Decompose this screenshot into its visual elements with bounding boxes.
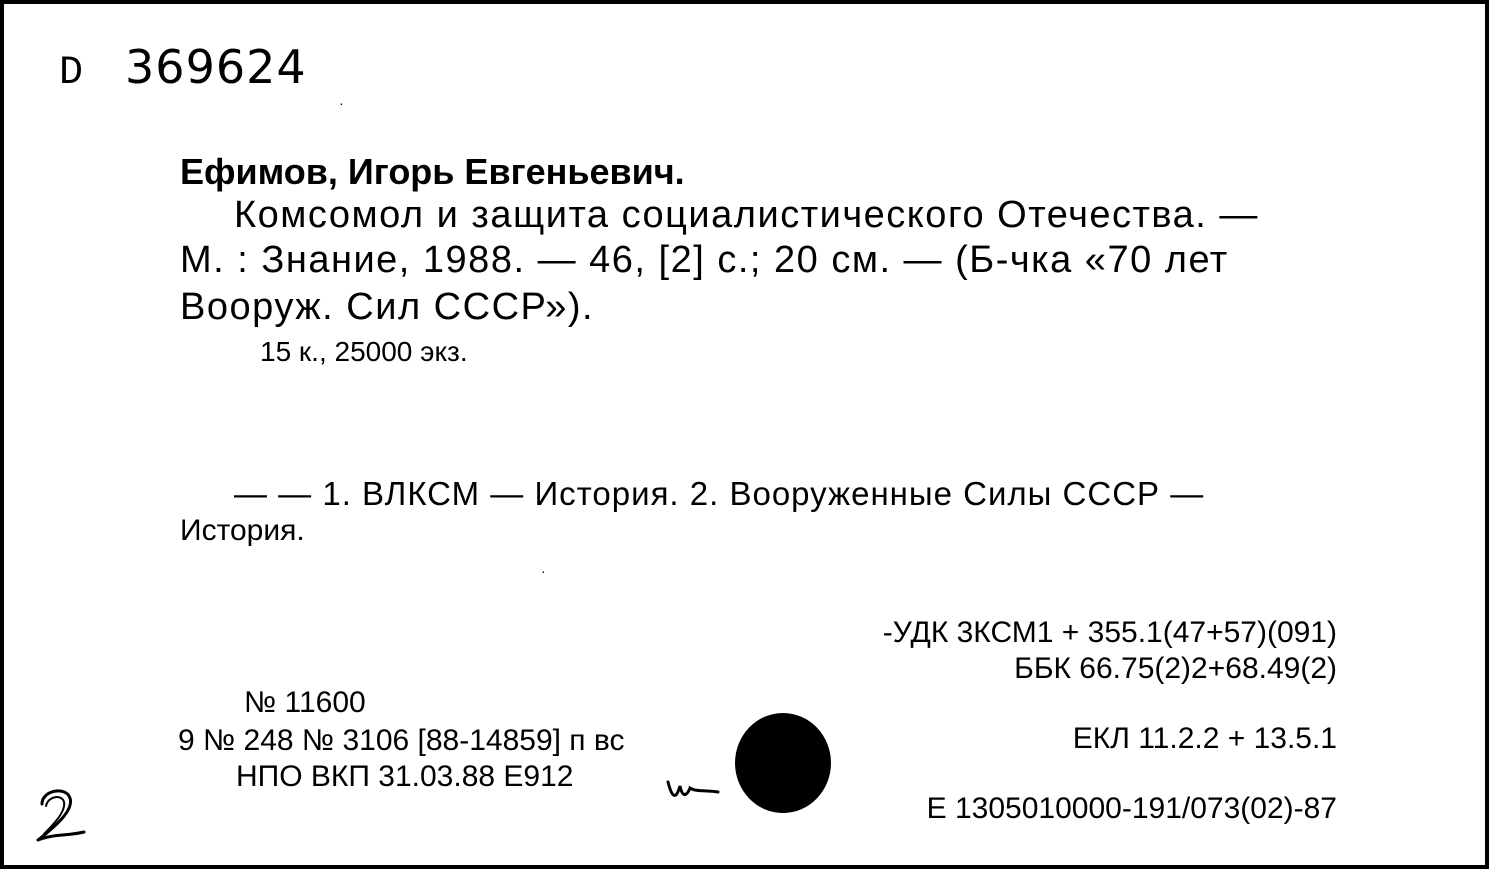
- printer-info: НПО ВКП 31.03.88 Е912: [236, 760, 574, 793]
- handwritten-digit-icon: [28, 782, 98, 852]
- author-heading: Ефимов, Игорь Евгеньевич.: [180, 151, 685, 192]
- subject-headings-line-2: История.: [180, 514, 305, 547]
- order-details: 9 № 248 № 3106 [88-14859] п вс: [178, 724, 625, 757]
- punch-hole: [735, 713, 831, 813]
- subject-headings-line-1: — — 1. ВЛКСМ — История. 2. Вооруженные Силы СССР —: [234, 475, 1205, 512]
- ekl-code: ЕКЛ 11.2.2 + 13.5.1: [1072, 722, 1337, 755]
- title-line-1: Комсомол и защита социалистического Отечества. —: [234, 194, 1259, 236]
- e-code: Е 1305010000-191/073(02)-87: [926, 792, 1337, 825]
- title-line-3: Вооруж. Сил СССР»).: [180, 286, 595, 328]
- order-number: № 11600: [244, 686, 366, 719]
- price-print-run: 15 к., 25000 экз.: [260, 336, 468, 367]
- speck: ·: [339, 95, 344, 111]
- udk-code: -УДК 3КСМ1 + 355.1(47+57)(091): [882, 616, 1337, 649]
- stamp-code: D: [59, 51, 84, 96]
- stamp-number: 369624: [125, 40, 307, 94]
- inventory-stamp: [59, 40, 307, 96]
- handwritten-scribble-icon: [664, 772, 724, 804]
- title-line-2: М. : Знание, 1988. — 46, [2] с.; 20 см. — (Б-чка «70 лет: [180, 239, 1229, 281]
- bbk-code: ББК 66.75(2)2+68.49(2): [1014, 652, 1337, 685]
- speck: ·: [541, 563, 546, 579]
